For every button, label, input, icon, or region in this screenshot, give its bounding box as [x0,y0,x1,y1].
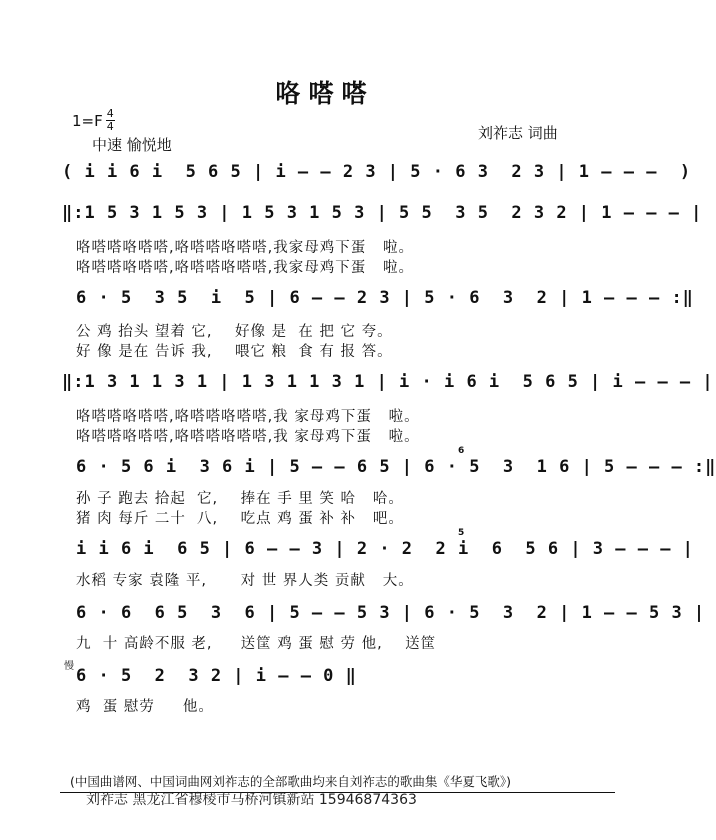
lyric-row-3-verse-1: 咯嗒嗒咯嗒嗒,咯嗒嗒咯嗒嗒,我 家母鸡下蛋 啦。 [76,409,420,425]
author-credit: 刘祚志 词曲 [478,124,558,142]
footer-contact [86,792,417,808]
lyric-row-2-verse-1: 公 鸡 抬头 望着 它, 好像 是 在 把 它 夸。 [76,324,393,340]
footer-contact-text: 刘祚志 黑龙江省穆棱市马桥河镇新站 15946874363 [86,792,417,808]
music-row-1: ‖:1 5 3 1 5 3 | 1 5 3 1 5 3 | 5 5 3 5 2 3 2 | 1 — — — | [62,203,703,223]
music-row-2: 6 · 5 3 5 i 5 | 6 — — 2 3 | 5 · 6 3 2 | 1 — — — :‖ [76,288,694,308]
tempo-marking: 中速 愉悦地 [92,136,172,154]
music-row-intro: ( i i 6 i 5 6 5 | i — — 2 3 | 5 · 6 3 2 3 | 1 — — — ) [62,162,692,182]
lyric-row-1-verse-1: 咯嗒嗒咯嗒嗒,咯嗒嗒咯嗒嗒,我家母鸡下蛋 啦。 [76,240,415,256]
music-row-6: 6 · 6 6 5 3 6 | 5 — — 5 3 | 6 · 5 3 2 | 1 — — 5 3 | [76,603,706,623]
lyric-row-6: 九 十 高龄不服 老, 送筐 鸡 蛋 慰 劳 他, 送筐 [76,636,437,652]
lyric-row-2-verse-2: 好 像 是在 告诉 我, 喂它 粮 食 有 报 答。 [76,344,393,360]
grace-note: 6 [458,446,465,456]
lyric-row-4-verse-2: 猪 肉 每斤 二十 八, 吃点 鸡 蛋 补 补 吧。 [76,511,404,527]
lyric-row-7: 鸡 蛋 慰劳 他。 [76,699,214,715]
lyric-row-3-verse-2: 咯嗒嗒咯嗒嗒,咯嗒嗒咯嗒嗒,我 家母鸡下蛋 啦。 [76,429,420,445]
lyric-row-1-verse-2: 咯嗒嗒咯嗒嗒,咯嗒嗒咯嗒嗒,我家母鸡下蛋 啦。 [76,260,415,276]
music-row-4: 6 · 5 6 i 3 6 i | 5 — — 6 5 | 6 · 5 3 1 6 | 5 — — — :‖ [76,457,716,477]
key-signature [72,108,115,133]
music-row-3: ‖:1 3 1 1 3 1 | 1 3 1 1 3 1 | i · i 6 i 5 6 5 | i — — — | [62,372,714,392]
lyric-row-5: 水稻 专家 袁隆 平, 对 世 界人类 贡献 大。 [76,573,414,589]
grace-note: 5 [458,528,465,538]
time-signature [106,108,115,133]
time-sig-top: 4 [106,107,114,120]
slow-marking: 慢 [64,661,74,672]
lyric-row-4-verse-1: 孙 子 跑去 拾起 它, 捧在 手 里 笑 哈 哈。 [76,491,404,507]
footer-note: (中国曲谱网、中国词曲网刘祚志的全部歌曲均来自刘祚志的歌曲集《华夏飞歌》) [70,774,512,789]
music-row-5: i i 6 i 6 5 | 6 — — 3 | 2 · 2 2 i 6 5 6 | 3 — — — | [76,539,694,559]
time-sig-bottom: 4 [106,120,114,133]
music-row-7: 6 · 5 2 3 2 | i — — 0 ‖ [76,666,357,686]
song-title: 咯嗒嗒 [275,79,375,108]
key-label: 1=F [72,111,103,130]
